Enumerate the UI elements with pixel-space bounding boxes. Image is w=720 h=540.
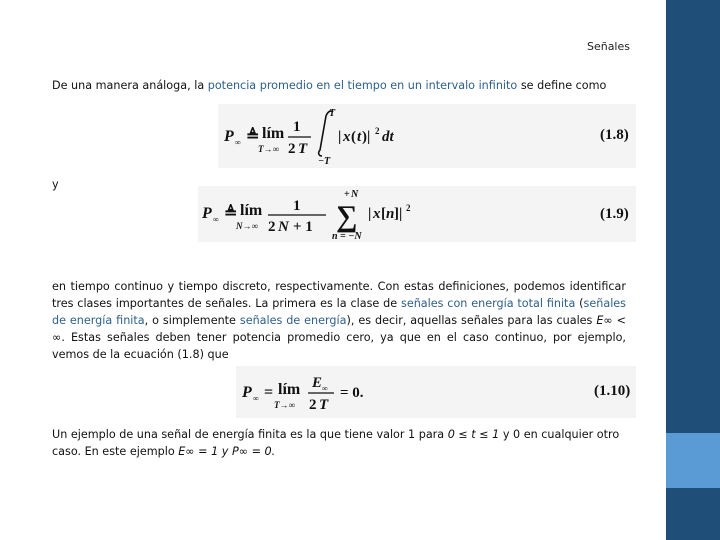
svg-text:+ 1: + 1 [293,219,313,235]
sidebar-accent-top [666,0,720,433]
svg-text:2: 2 [268,219,276,235]
body-italic-2: ∞ [52,331,62,344]
intro-text-1: De una manera análoga, la [52,79,208,92]
svg-text:∞: ∞ [235,138,241,147]
svg-text:dt: dt [382,129,394,145]
svg-text:2: 2 [375,126,380,136]
svg-text:T: T [298,141,308,157]
svg-text:T→∞: T→∞ [274,400,295,410]
svg-text:N: N [351,189,359,200]
svg-text:x: x [373,206,381,222]
svg-text:∞: ∞ [253,394,259,403]
svg-text:|: | [368,206,372,222]
svg-text:= 0.: = 0. [340,385,364,401]
body-text-2: ( [575,297,584,310]
body-text-6: . Estas señales deben tener potencia promedio cero, ya que en el caso continuo, por ejemplo, vemos de la ecuación (1.8) que [52,331,626,361]
svg-text:lím: lím [262,125,285,142]
svg-text:P: P [242,384,252,401]
svg-text:N: N [278,219,289,235]
svg-text:1: 1 [293,119,301,135]
body-text-1: en tiempo continuo y tiempo discreto, respectivamente. Con estas definiciones, podemos identificar tres clases importantes de señales. La primera es la clase de [52,280,626,310]
intro-highlight: potencia promedio en el tiempo en un intervalo infinito [207,79,518,92]
svg-text:)|: )| [362,129,371,145]
equation-1-10-number: (1.10) [594,383,631,399]
svg-text:+: + [344,189,350,200]
svg-text:E: E [312,375,323,391]
body-italic-1: E∞ < [596,314,626,327]
svg-text:2: 2 [309,397,317,413]
equation-1-8 [218,104,636,168]
intro-text-2: se define como [517,79,607,92]
equation-1-10 [236,366,636,418]
example-text-1: Un ejemplo de una señal de energía finita es la que tiene valor 1 para [52,428,448,441]
equation-1-9-formula [198,186,636,242]
example-text-2: y 0 en cualquier otro caso. En este ejemplo [52,428,620,458]
svg-text:≜: ≜ [224,205,238,222]
svg-text:t: t [357,129,362,145]
svg-text:=: = [264,384,274,401]
svg-text:∞: ∞ [322,384,328,393]
example-italic-1: 0 ≤ t ≤ 1 [447,428,500,441]
svg-text:P: P [202,205,212,222]
example-italic-2: E∞ = 1 y P∞ = 0. [178,445,276,458]
svg-text:∑: ∑ [336,200,358,233]
svg-text:1: 1 [293,198,301,214]
svg-text:−T: −T [318,156,331,167]
body-highlight-1: señales con energía total finita [400,297,576,310]
svg-text:x: x [343,129,351,145]
body-text-4: ), es decir, aquellas señales para las cuales [346,314,597,327]
svg-text:T: T [319,397,329,413]
sidebar-accent-bottom [666,488,720,540]
equation-1-8-formula [218,104,636,168]
svg-text:T: T [329,108,336,119]
svg-text:[: [ [381,206,386,222]
connector-text: y [52,178,59,191]
body-highlight-3: señales de energía [239,314,347,327]
svg-text:T→∞: T→∞ [258,144,279,154]
svg-text:(: ( [351,129,356,145]
svg-text:P: P [224,128,234,145]
svg-text:n = −N: n = −N [332,231,362,242]
example-paragraph [52,426,626,460]
svg-text:≜: ≜ [246,128,260,145]
body-text-3: , o simplemente [144,314,240,327]
svg-text:2: 2 [288,141,296,157]
equation-1-10-formula [236,366,636,418]
svg-text:|: | [338,129,342,145]
svg-text:2: 2 [406,203,411,213]
sidebar-accent-middle [666,433,720,488]
intro-paragraph [52,77,626,94]
svg-text:]|: ]| [394,206,403,222]
equation-1-9 [198,186,636,242]
svg-text:N→∞: N→∞ [236,221,258,231]
svg-text:∞: ∞ [213,215,219,224]
svg-text:lím: lím [240,202,263,219]
equation-1-8-number: (1.8) [600,127,629,143]
slide-header: Señales [586,40,630,53]
equation-1-9-number: (1.9) [600,206,629,222]
body-highlight-2: señales de energía finita [52,297,627,327]
body-paragraph [52,278,626,363]
svg-text:lím: lím [278,381,301,398]
svg-text:n: n [386,206,395,222]
